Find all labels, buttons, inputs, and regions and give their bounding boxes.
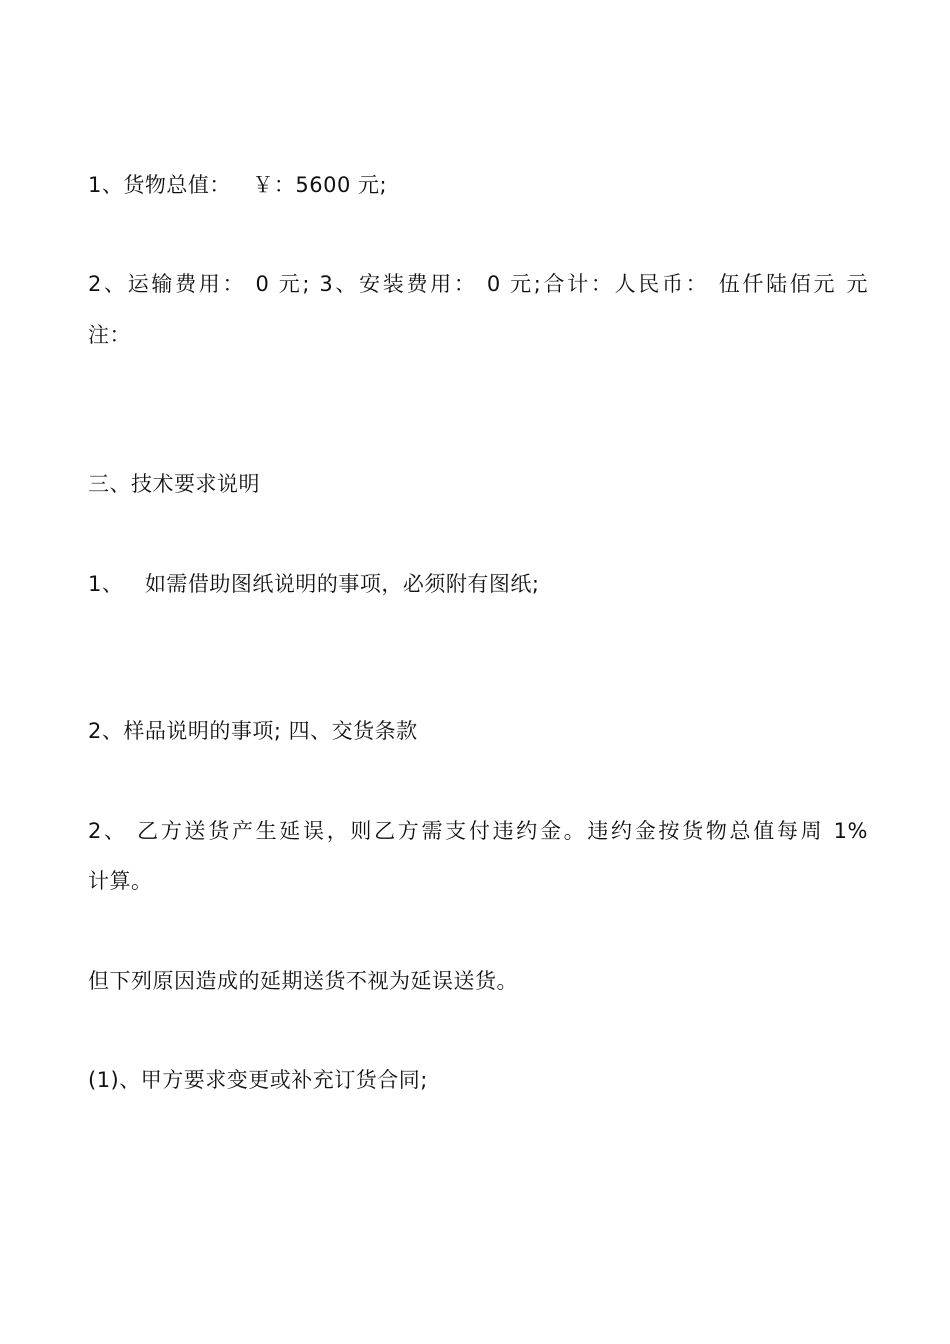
- delay-exception-line: 但下列原因造成的延期送货不视为延误送货。: [88, 969, 518, 993]
- goods-total-value-line: 1、货物总值： ￥：5600 元;: [88, 173, 388, 197]
- sample-and-delivery-heading-line: 2、样品说明的事项; 四、交货条款: [88, 719, 418, 743]
- drawing-requirement-line: 1、 如需借助图纸说明的事项，必须附有图纸;: [88, 572, 540, 596]
- note-line: 注：: [88, 323, 131, 347]
- delay-penalty-line: 2、 乙方送货产生延误，则乙方需支付违约金。违约金按货物总值每周 1%: [88, 819, 868, 843]
- delay-penalty-continuation-line: 计算。: [88, 869, 153, 893]
- exception-item-1-line: (1)、甲方要求变更或补充订货合同;: [88, 1068, 428, 1092]
- section-heading-technical-requirements: 三、技术要求说明: [88, 472, 260, 496]
- fees-and-total-line: 2、运输费用： 0 元; 3、安装费用： 0 元;合计：人民币： 伍仟陆佰元 元: [88, 272, 868, 296]
